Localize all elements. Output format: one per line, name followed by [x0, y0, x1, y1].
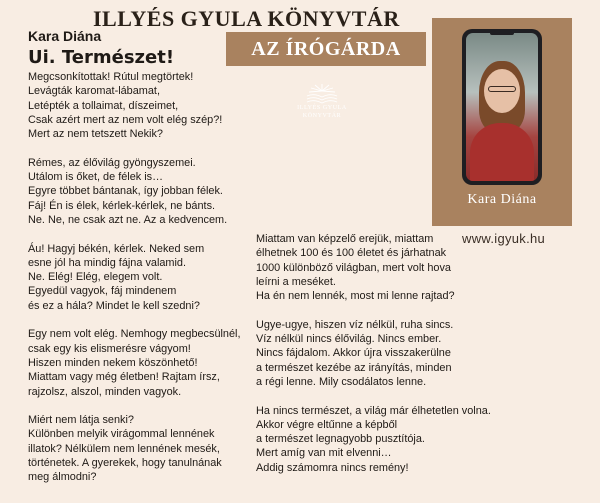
poem-column-1 — [28, 70, 240, 499]
poem-title: Ui. Természet! — [28, 47, 175, 68]
poem-column-2 — [256, 232, 491, 489]
author-photo — [462, 29, 542, 185]
poem-stanza — [256, 404, 491, 475]
poem-line: Egy nem volt elég. Nemhogy megbecsülnél, — [28, 328, 241, 341]
poem-line: Megcsonkítottak! Rútul megtörtek! — [28, 71, 194, 83]
poem-line: meg álmodni? — [28, 471, 97, 484]
poem-stanza — [28, 242, 240, 313]
poem-line: Nincs fájdalom. Akkor újra visszakerülne — [256, 347, 451, 360]
poem-line: Hiszen minden nekem köszönhető! — [28, 356, 198, 369]
poem-stanza — [28, 156, 240, 227]
poem-line: Víz nélkül nincs élővilág. Nincs ember. — [256, 333, 442, 346]
poem-line: Egyedül vagyok, fáj mindenem — [28, 285, 177, 298]
poem-line: Miattam vagy még életben! Rajtam írsz, — [28, 371, 220, 384]
poem-line: Rémes, az élővilág gyöngyszemei. — [28, 156, 196, 169]
library-logo — [292, 82, 352, 122]
poem-line: Ha én nem lennék, most mi lenne rajtad? — [256, 290, 455, 303]
poem-line: a természet legnagyobb pusztítója. — [256, 433, 425, 446]
poem-line: Miattam van képzelő erejük, miattam — [256, 233, 434, 245]
logo-text-line2: KÖNYVTÁR — [302, 113, 342, 119]
poem-line: Különben melyik virágommal lennének — [28, 428, 215, 441]
poem-line: Ne. Elég! Elég, elegem volt. — [28, 271, 163, 284]
photo-caption-name: Kara Diána — [467, 192, 537, 207]
poem-line: és ez a hála? Mindet le kell szedni? — [28, 299, 200, 312]
poem-line: Utálom is őket, de félek is… — [28, 171, 163, 184]
poem-line: Mert az nem tetszett Nekik? — [28, 128, 163, 141]
poem-line: 1000 különböző világban, mert volt hova — [256, 261, 451, 274]
poem-stanza — [28, 327, 240, 398]
poem-stanza — [28, 70, 240, 141]
poem-line: Mert amíg van mit elvenni… — [256, 447, 392, 460]
poem-line: Ne. Ne, ne csak azt ne. Az a kedvencem. — [28, 213, 228, 226]
poem-stanza — [256, 318, 491, 389]
poem-line: Egyre többet bántanak, így jobban félek. — [28, 185, 223, 198]
poem-line: esne jól ha mindig fájna valamid. — [28, 256, 187, 269]
poem-line: Addig számomra nincs remény! — [256, 461, 409, 474]
poem-line: rajzolsz, alszol, minden vagyok. — [28, 385, 182, 398]
poem-line: illatok? Nélkülem nem lennének mesék, — [28, 442, 220, 455]
poem-stanza — [256, 232, 491, 303]
library-title: ILLYÉS GYULA KÖNYVTÁR — [93, 6, 400, 31]
poem-line: Csak azért mert az nem volt elég szép?! — [28, 113, 223, 126]
poem-stanza — [28, 413, 240, 484]
section-banner: AZ ÍRÓGÁRDA — [226, 32, 426, 66]
open-book-icon — [305, 82, 339, 104]
poem-line: Áu! Hagyj békén, kérlek. Neked sem — [28, 242, 205, 255]
poem-line: Letépték a tollaimat, díszeimet, — [28, 99, 179, 112]
poem-line: a régi lenne. Mily csodálatos lenne. — [256, 375, 427, 388]
poem-line: Miért nem látja senki? — [28, 414, 134, 427]
website-url: www.igyuk.hu — [462, 231, 546, 246]
poem-line: Levágták karomat-lábamat, — [28, 85, 160, 98]
poem-line: a természet kezébe az irányítás, minden — [256, 361, 452, 374]
poem-line: csak egy kis elismerésre vágyom! — [28, 342, 191, 355]
poem-line: élhetnek 100 és 100 életet és járhatnak — [256, 247, 447, 260]
logo-text-line1: ILLYÉS GYULA — [297, 105, 347, 111]
author-name: Kara Diána — [28, 28, 102, 44]
poem-line: Akkor végre eltűnne a képből — [256, 418, 398, 431]
poem-line: történetek. A gyerekek, hogy tanulnának — [28, 457, 222, 470]
poem-line: Ugye-ugye, hiszen víz nélkül, ruha sincs. — [256, 318, 454, 331]
poem-line: Fáj! Én is élek, kérlek-kérlek, ne bánts. — [28, 199, 216, 212]
poem-line: leírni a meséket. — [256, 275, 336, 288]
poem-line: Ha nincs természet, a világ már élhetetlen volna. — [256, 404, 491, 417]
